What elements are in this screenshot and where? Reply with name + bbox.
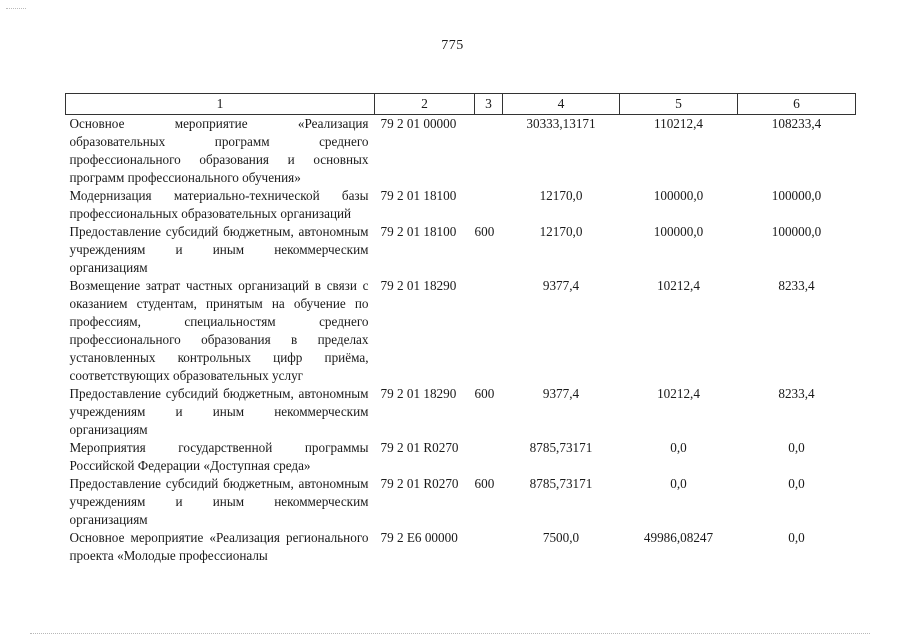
table-row (66, 385, 856, 439)
row-code: 79 2 01 00000 (380, 116, 457, 131)
table-row (66, 223, 856, 277)
row-code: 79 2 01 18290 (380, 278, 457, 293)
row-value-5: 0,0 (670, 476, 687, 491)
table-row (66, 529, 856, 565)
row-value-5: 100000,0 (653, 224, 704, 239)
row-value-4: 8785,73171 (529, 440, 593, 455)
row-value-6: 0,0 (788, 440, 805, 455)
row-code: 79 2 01 R0270 (380, 440, 459, 455)
row-expense-type (475, 115, 503, 188)
row-value-6: 100000,0 (771, 188, 822, 203)
row-code: 79 2 01 R0270 (380, 476, 459, 491)
row-value-6: 0,0 (788, 530, 805, 545)
row-expense-type: 600 (474, 224, 495, 239)
row-value-4: 9377,4 (542, 278, 580, 293)
row-code: 79 2 01 18100 (380, 224, 457, 239)
row-code: 79 2 E6 00000 (380, 530, 458, 545)
row-name: Предоставление субсидий бюджетным, автономным учреждениям и иным некоммерческим организациям (69, 386, 369, 437)
row-expense-type: 600 (474, 386, 495, 401)
row-name: Возмещение затрат частных организаций в связи с оказанием студентам, принятым на обучение по профессиям, специальностям среднего профессионального образования в пределах установленных контрольных цифр приёма, соответствующих образовательных услуг (69, 278, 369, 383)
table-row (66, 439, 856, 475)
scan-artifact (6, 8, 26, 10)
row-value-4: 12170,0 (539, 224, 583, 239)
row-value-5: 10212,4 (657, 278, 700, 293)
row-value-4: 30333,13171 (526, 116, 596, 131)
row-name: Предоставление субсидий бюджетным, автономным учреждениям и иным некоммерческим организациям (69, 476, 369, 527)
row-expense-type (475, 277, 503, 385)
header-col-2: 2 (375, 94, 475, 115)
table-row (66, 115, 856, 188)
scan-artifact (30, 632, 870, 634)
header-col-6: 6 (738, 94, 856, 115)
row-expense-type (475, 187, 503, 223)
budget-table (65, 93, 856, 565)
row-value-5: 100000,0 (653, 188, 704, 203)
header-col-1: 1 (66, 94, 375, 115)
row-value-6: 100000,0 (771, 224, 822, 239)
row-expense-type: 600 (474, 476, 495, 491)
table-header (66, 94, 856, 115)
row-value-5: 0,0 (670, 440, 687, 455)
header-row (66, 94, 856, 115)
row-name: Предоставление субсидий бюджетным, автономным учреждениям и иным некоммерческим организациям (69, 224, 369, 275)
row-value-6: 8233,4 (778, 386, 815, 401)
header-col-5: 5 (620, 94, 738, 115)
header-col-4: 4 (503, 94, 620, 115)
row-code: 79 2 01 18100 (380, 188, 457, 203)
header-col-3: 3 (475, 94, 503, 115)
row-name: Основное мероприятие «Реализация регионального проекта «Молодые профессионалы (69, 530, 369, 563)
row-expense-type (475, 439, 503, 475)
row-value-6: 108233,4 (771, 116, 822, 131)
row-expense-type (475, 529, 503, 565)
row-value-5: 10212,4 (657, 386, 700, 401)
table-row (66, 187, 856, 223)
row-value-4: 9377,4 (542, 386, 580, 401)
row-value-6: 0,0 (788, 476, 805, 491)
row-value-5: 49986,08247 (643, 530, 714, 545)
row-code: 79 2 01 18290 (380, 386, 457, 401)
table-row (66, 475, 856, 529)
row-name: Модернизация материально-технической базы профессиональных образовательных организаций (69, 188, 369, 221)
table-body (66, 115, 856, 566)
row-value-5: 110212,4 (654, 116, 703, 131)
row-value-4: 12170,0 (539, 188, 583, 203)
row-name: Мероприятия государственной программы Российской Федерации «Доступная среда» (69, 440, 369, 473)
row-value-6: 8233,4 (778, 278, 815, 293)
table-row (66, 277, 856, 385)
row-value-4: 7500,0 (542, 530, 580, 545)
page-number: 775 (441, 38, 464, 53)
row-name: Основное мероприятие «Реализация образовательных программ среднего профессионального образования и основных программ профессионального обучения» (69, 116, 369, 185)
row-value-4: 8785,73171 (529, 476, 593, 491)
